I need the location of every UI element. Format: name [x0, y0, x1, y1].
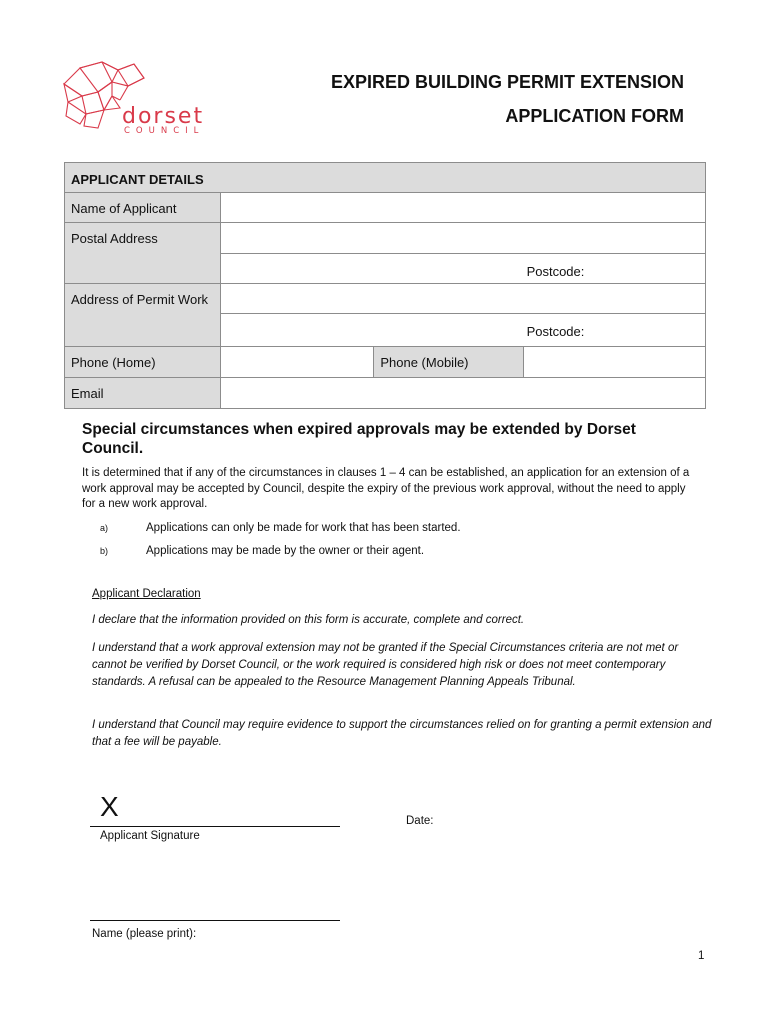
applicant-signature-label: Applicant Signature [100, 830, 200, 842]
form-title-line-2: APPLICATION FORM [505, 106, 684, 126]
email-field[interactable] [220, 378, 705, 409]
name-of-applicant-field[interactable] [220, 193, 705, 223]
permit-work-address-label: Address of Permit Work [65, 284, 221, 347]
applicant-declaration-heading: Applicant Declaration [92, 588, 201, 600]
postal-address-field[interactable] [220, 223, 705, 254]
postal-postcode-field[interactable] [220, 254, 705, 284]
declaration-paragraph-1: I declare that the information provided on this form is accurate, complete and correct. [92, 614, 525, 626]
list-item-text: Applications may be made by the owner or their agent. [146, 545, 425, 557]
list-item-number: b) [100, 546, 109, 556]
section-header-applicant-details: APPLICANT DETAILS [65, 163, 706, 193]
logo-subword: COUNCIL [124, 126, 205, 136]
special-circumstances-paragraph: It is determined that if any of the circumstances in clauses 1 – 4 can be established, an application for an extension of a work approval may be accepted by Council, despite the expiry of the previous work approval, without the need to apply for a new work approval. [82, 467, 690, 510]
logo-wordmark: dorset [122, 104, 205, 129]
email-label: Email [65, 378, 221, 409]
applicant-details-table [64, 162, 706, 409]
list-item [100, 545, 424, 557]
postal-postcode-label: Postcode: [526, 264, 585, 279]
permit-postcode-label: Postcode: [526, 324, 585, 339]
phone-home-label: Phone (Home) [65, 347, 221, 378]
permit-postcode-field[interactable] [220, 314, 705, 347]
list-item [100, 522, 461, 534]
phone-mobile-field[interactable] [524, 347, 706, 378]
declaration-paragraph-3: I understand that Council may require evidence to support the circumstances relied on for granting a permit extension and that a fee will be payable. [92, 719, 712, 748]
name-print-label: Name (please print): [92, 928, 197, 940]
form-title-line-1: EXPIRED BUILDING PERMIT EXTENSION [330, 72, 684, 92]
signature-line[interactable] [90, 826, 340, 827]
list-item-number: a) [100, 523, 109, 533]
permit-work-address-field[interactable] [220, 284, 705, 314]
name-of-applicant-label: Name of Applicant [65, 193, 221, 223]
phone-home-field[interactable] [220, 347, 374, 378]
declaration-paragraph-2: I understand that a work approval extension may not be granted if the Special Circumstances criteria are not met or cannot be verified by Dorset Council, or the work required is considered high risk or does not meet contemporary standards. A refusal can be appealed to the Resource Management Planning Appeals Tribunal. [92, 642, 679, 688]
list-item-text: Applications can only be made for work that has been started. [146, 522, 461, 534]
page-number: 1 [698, 950, 705, 962]
phone-mobile-label: Phone (Mobile) [374, 347, 524, 378]
special-circumstances-heading: Special circumstances when expired approvals may be extended by Dorset Council. [82, 421, 636, 457]
name-print-line[interactable] [90, 920, 340, 921]
date-label: Date: [406, 815, 434, 827]
signature-mark: X [100, 791, 119, 822]
postal-address-label: Postal Address [65, 223, 221, 284]
